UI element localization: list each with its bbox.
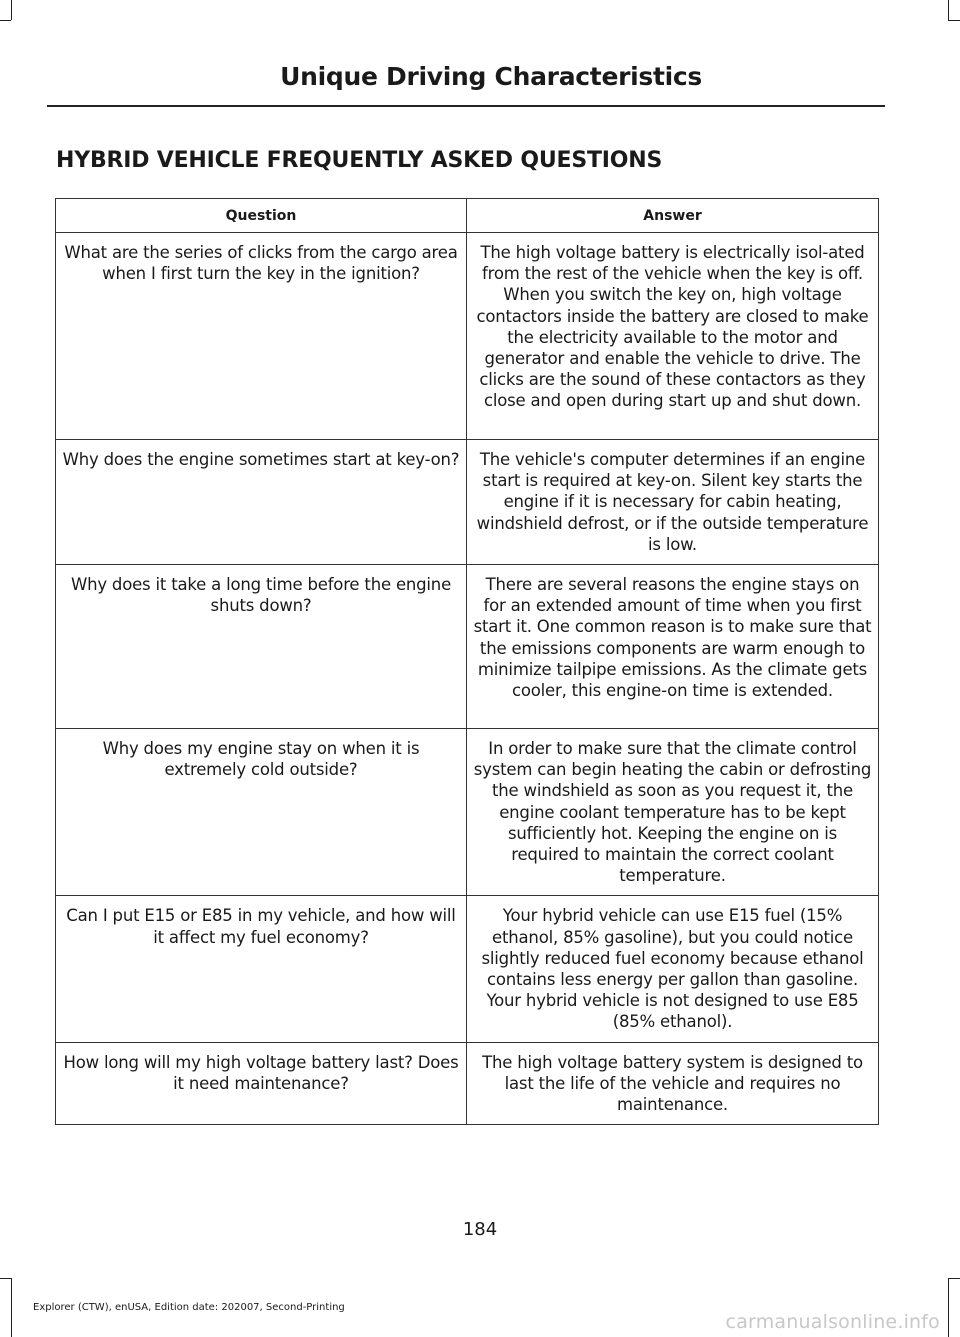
crop-mark [11, 0, 12, 20]
column-header-question: Question [56, 199, 467, 233]
column-header-answer: Answer [467, 199, 879, 233]
answer-cell: There are several reasons the engine stays on for an extended amount of time when you first start it. One common reason is to make sure that the emissions components are warm enough to minimize tailpipe emissions. As the climate gets cooler, this engine-on time is extended. [467, 565, 879, 729]
table-row [56, 440, 879, 565]
table-header-row [56, 199, 879, 233]
question-cell: What are the series of clicks from the cargo area when I first turn the key in the ignition? [56, 233, 467, 440]
crop-mark [11, 1278, 12, 1337]
crop-mark [0, 20, 11, 21]
question-cell: How long will my high voltage battery last? Does it need maintenance? [56, 1042, 467, 1125]
table-row [56, 896, 879, 1042]
crop-mark [948, 1278, 949, 1337]
header-divider [47, 105, 885, 107]
answer-cell: The high voltage battery system is designed to last the life of the vehicle and requires no maintenance. [467, 1042, 879, 1125]
crop-mark [948, 20, 960, 21]
page-number: 184 [462, 1219, 498, 1240]
section-title: HYBRID VEHICLE FREQUENTLY ASKED QUESTIONS [56, 148, 663, 173]
answer-cell: Your hybrid vehicle can use E15 fuel (15% ethanol, 85% gasoline), but you could notice slightly reduced fuel economy because ethanol contains less energy per gallon than gasoline. Your hybrid vehicle is not designed to use E85 (85% ethanol). [467, 896, 879, 1042]
watermark: carmanualsonline.info [725, 1311, 940, 1333]
question-cell: Why does my engine stay on when it is extremely cold outside? [56, 729, 467, 896]
answer-cell: In order to make sure that the climate control system can begin heating the cabin or defrosting the windshield as soon as you request it, the engine coolant temperature has to be kept sufficiently hot. Keeping the engine on is required to maintain the correct coolant temperature. [467, 729, 879, 896]
question-cell: Why does the engine sometimes start at key-on? [56, 440, 467, 565]
footer-edition-info: Explorer (CTW), enUSA, Edition date: 202007, Second-Printing [33, 1302, 345, 1313]
table-row [56, 233, 879, 440]
page-header-title: Unique Driving Characteristics [280, 62, 702, 91]
question-cell: Why does it take a long time before the engine shuts down? [56, 565, 467, 729]
crop-mark [948, 0, 949, 20]
answer-cell: The high voltage battery is electrically isol-ated from the rest of the vehicle when the key is off. When you switch the key on, high voltage contactors inside the battery are closed to make the electricity available to the motor and generator and enable the vehicle to drive. The clicks are the sound of these contactors as they close and open during start up and shut down. [467, 233, 879, 440]
table-row [56, 1042, 879, 1125]
crop-mark [948, 1278, 960, 1279]
table-row [56, 565, 879, 729]
table-row [56, 729, 879, 896]
question-cell: Can I put E15 or E85 in my vehicle, and how will it affect my fuel economy? [56, 896, 467, 1042]
faq-table [55, 198, 879, 1125]
answer-cell: The vehicle's computer determines if an engine start is required at key-on. Silent key starts the engine if it is necessary for cabin heating, windshield defrost, or if the outside temperature is low. [467, 440, 879, 565]
crop-mark [0, 1278, 11, 1279]
